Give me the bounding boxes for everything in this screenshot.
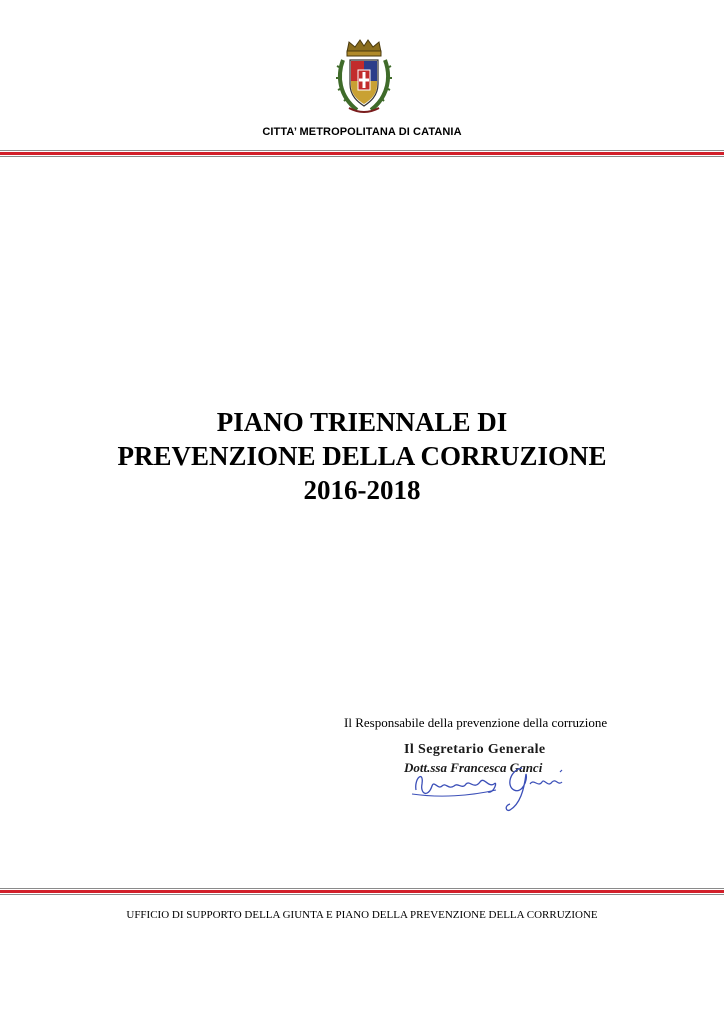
header-divider <box>0 150 724 157</box>
coat-of-arms-icon <box>335 38 393 116</box>
document-title <box>0 405 724 507</box>
signature-caption: Il Responsabile della prevenzione della corruzione <box>344 715 608 730</box>
title-line-3: 2016-2018 <box>303 475 421 505</box>
title-line-1: PIANO TRIENNALE DI <box>216 407 508 437</box>
handwritten-signature <box>410 760 580 815</box>
title-line-2: PREVENZIONE DELLA CORRUZIONE <box>117 441 607 471</box>
stamp-name: Dott.ssa Francesca Ganci <box>404 760 543 775</box>
organization-name: CITTA’ METROPOLITANA DI CATANIA <box>262 126 462 138</box>
stamp-role: Il Segretario Generale <box>404 742 546 757</box>
footer-divider <box>0 888 724 895</box>
footer-text: UFFICIO DI SUPPORTO DELLA GIUNTA E PIANO DELLA PREVENZIONE DELLA CORRUZIONE <box>126 909 598 921</box>
